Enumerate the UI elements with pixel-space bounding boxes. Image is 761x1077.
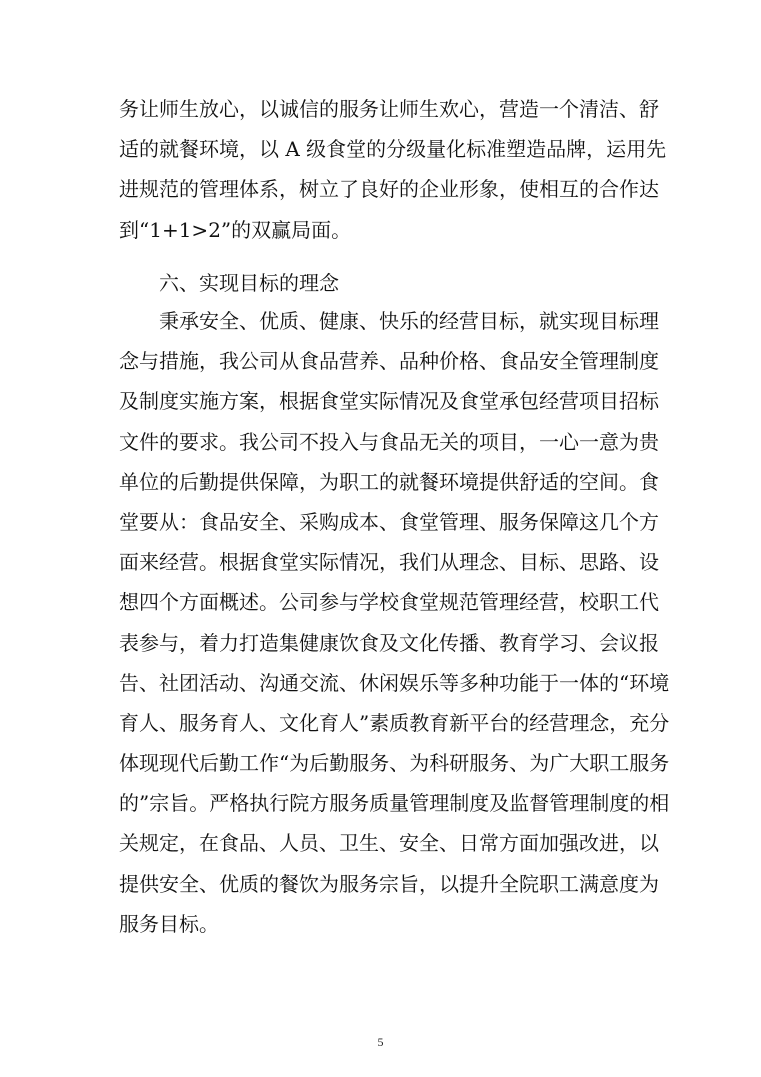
- paragraph-line: 提供安全、优质的餐饮为服务宗旨，以提升全院职工满意度为: [119, 871, 659, 896]
- paragraph-line: 单位的后勤提供保障，为职工的就餐环境提供舒适的空间。食: [119, 469, 659, 494]
- paragraph-line: 到“1+1>2”的双赢局面。: [119, 217, 352, 242]
- paragraph-line: 文件的要求。我公司不投入与食品无关的项目，一心一意为贵: [119, 429, 659, 454]
- page-number: 5: [377, 1035, 384, 1049]
- paragraph-line: 想四个方面概述。公司参与学校食堂规范管理经营，校职工代: [119, 590, 659, 615]
- paragraph-line: 服务目标。: [119, 911, 219, 936]
- continued-paragraph: [119, 89, 667, 250]
- paragraph-line: 育人、服务育人、文化育人”素质教育新平台的经营理念，充分: [119, 710, 670, 735]
- paragraph-line: 体现现代后勤工作“为后勤服务、为科研服务、为广大职工服务: [119, 751, 670, 776]
- paragraph-line: 的”宗旨。严格执行院方服务质量管理制度及监督管理制度的相: [119, 791, 670, 816]
- paragraph-line: 务让师生放心，以诚信的服务让师生欢心，营造一个清洁、舒: [119, 97, 659, 121]
- paragraph-line: 适的就餐环境，以 A 级食堂的分级量化标准塑造品牌，运用先: [119, 137, 667, 162]
- paragraph-line: 面来经营。根据食堂实际情况，我们从理念、目标、思路、设: [119, 550, 659, 575]
- paragraph-line: 堂要从：食品安全、采购成本、食堂管理、服务保障这几个方: [119, 509, 659, 534]
- paragraph-line: 表参与，着力打造集健康饮食及文化传播、教育学习、会议报: [119, 630, 659, 655]
- section-paragraph: [119, 301, 670, 944]
- section-heading: 六、实现目标的理念: [159, 271, 339, 295]
- section-heading-block: [119, 263, 639, 303]
- paragraph-line: 告、社团活动、沟通交流、休闲娱乐等多种功能于一体的“环境: [119, 670, 670, 695]
- paragraph-line: 及制度实施方案，根据食堂实际情况及食堂承包经营项目招标: [119, 389, 659, 414]
- paragraph-line: 关规定，在食品、人员、卫生、安全、日常方面加强改进，以: [119, 831, 659, 856]
- paragraph-line: 秉承安全、优质、健康、快乐的经营目标，就实现目标理: [159, 309, 659, 333]
- paragraph-line: 进规范的管理体系，树立了良好的企业形象，使相互的合作达: [119, 177, 659, 202]
- paragraph-line: 念与措施，我公司从食品营养、品种价格、食品安全管理制度: [119, 349, 659, 374]
